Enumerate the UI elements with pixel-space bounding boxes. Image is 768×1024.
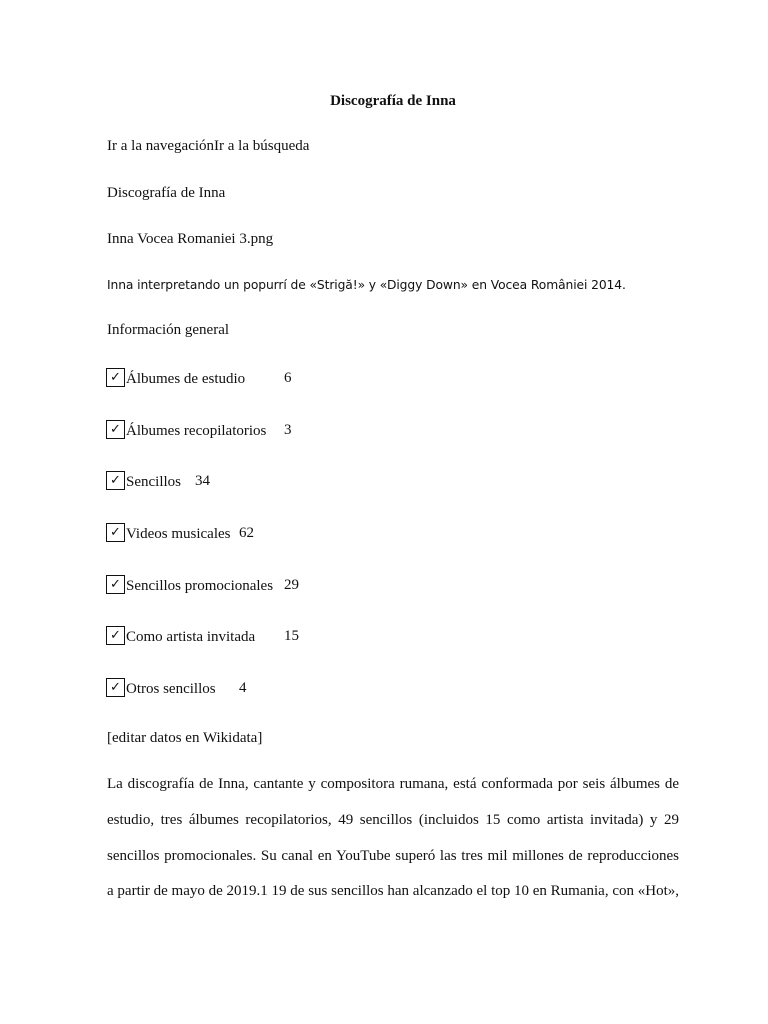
image-filename: Inna Vocea Romaniei 3.png xyxy=(107,231,274,247)
stat-label: Sencillos promocionales xyxy=(126,577,274,594)
stat-value: 3 xyxy=(284,422,292,438)
paragraph-line: sencillos promocionales. Su canal en YouTube superó las tres mil millones de reproducciones xyxy=(107,848,679,864)
edit-wikidata-link[interactable]: [editar datos en Wikidata] xyxy=(107,730,263,746)
paragraph-line: La discografía de Inna, cantante y compositora rumana, está conformada por seis álbumes de xyxy=(107,776,679,792)
stat-label: Sencillos xyxy=(126,473,181,490)
infobox-title: Discografía de Inna xyxy=(107,185,226,201)
nav-links-text: Ir a la navegaciónIr a la búsqueda xyxy=(107,138,310,154)
stat-label: Otros sencillos xyxy=(126,680,216,697)
checkbox-icon: ✓ xyxy=(106,368,125,387)
stat-label: Álbumes de estudio xyxy=(126,370,246,387)
stat-row-singles xyxy=(106,471,306,493)
stat-value: 6 xyxy=(284,370,292,386)
stat-value: 4 xyxy=(239,680,247,696)
stat-value: 62 xyxy=(239,525,254,541)
stat-label: Videos musicales xyxy=(126,525,231,542)
image-caption: Inna interpretando un popurrí de «Strigă!» y «Diggy Down» en Vocea României 2014. xyxy=(107,278,626,292)
stat-row-studio-albums xyxy=(106,368,306,390)
checkbox-icon: ✓ xyxy=(106,471,125,490)
stat-row-music-videos xyxy=(106,523,306,545)
stat-value: 34 xyxy=(195,473,210,489)
stat-row-compilation-albums xyxy=(106,420,306,442)
document-title: Discografía de Inna xyxy=(330,93,456,109)
stat-value: 29 xyxy=(284,577,299,593)
stat-row-other-singles xyxy=(106,678,306,700)
checkbox-icon: ✓ xyxy=(106,523,125,542)
stat-value: 15 xyxy=(284,628,299,644)
checkbox-icon: ✓ xyxy=(106,575,125,594)
stat-label: Como artista invitada xyxy=(126,628,256,645)
checkbox-icon: ✓ xyxy=(106,420,125,439)
stat-label: Álbumes recopilatorios xyxy=(126,422,267,439)
info-header: Información general xyxy=(107,322,230,338)
checkbox-icon: ✓ xyxy=(106,678,125,697)
paragraph-line: a partir de mayo de 2019.1 19 de sus sencillos han alcanzado el top 10 en Rumania, con «Hot», xyxy=(107,883,679,899)
paragraph-line: estudio, tres álbumes recopilatorios, 49 sencillos (incluidos 15 como artista invitada) y 29 xyxy=(107,812,679,828)
stat-row-promo-singles xyxy=(106,575,326,597)
checkbox-icon: ✓ xyxy=(106,626,125,645)
stat-row-featured-artist xyxy=(106,626,326,648)
